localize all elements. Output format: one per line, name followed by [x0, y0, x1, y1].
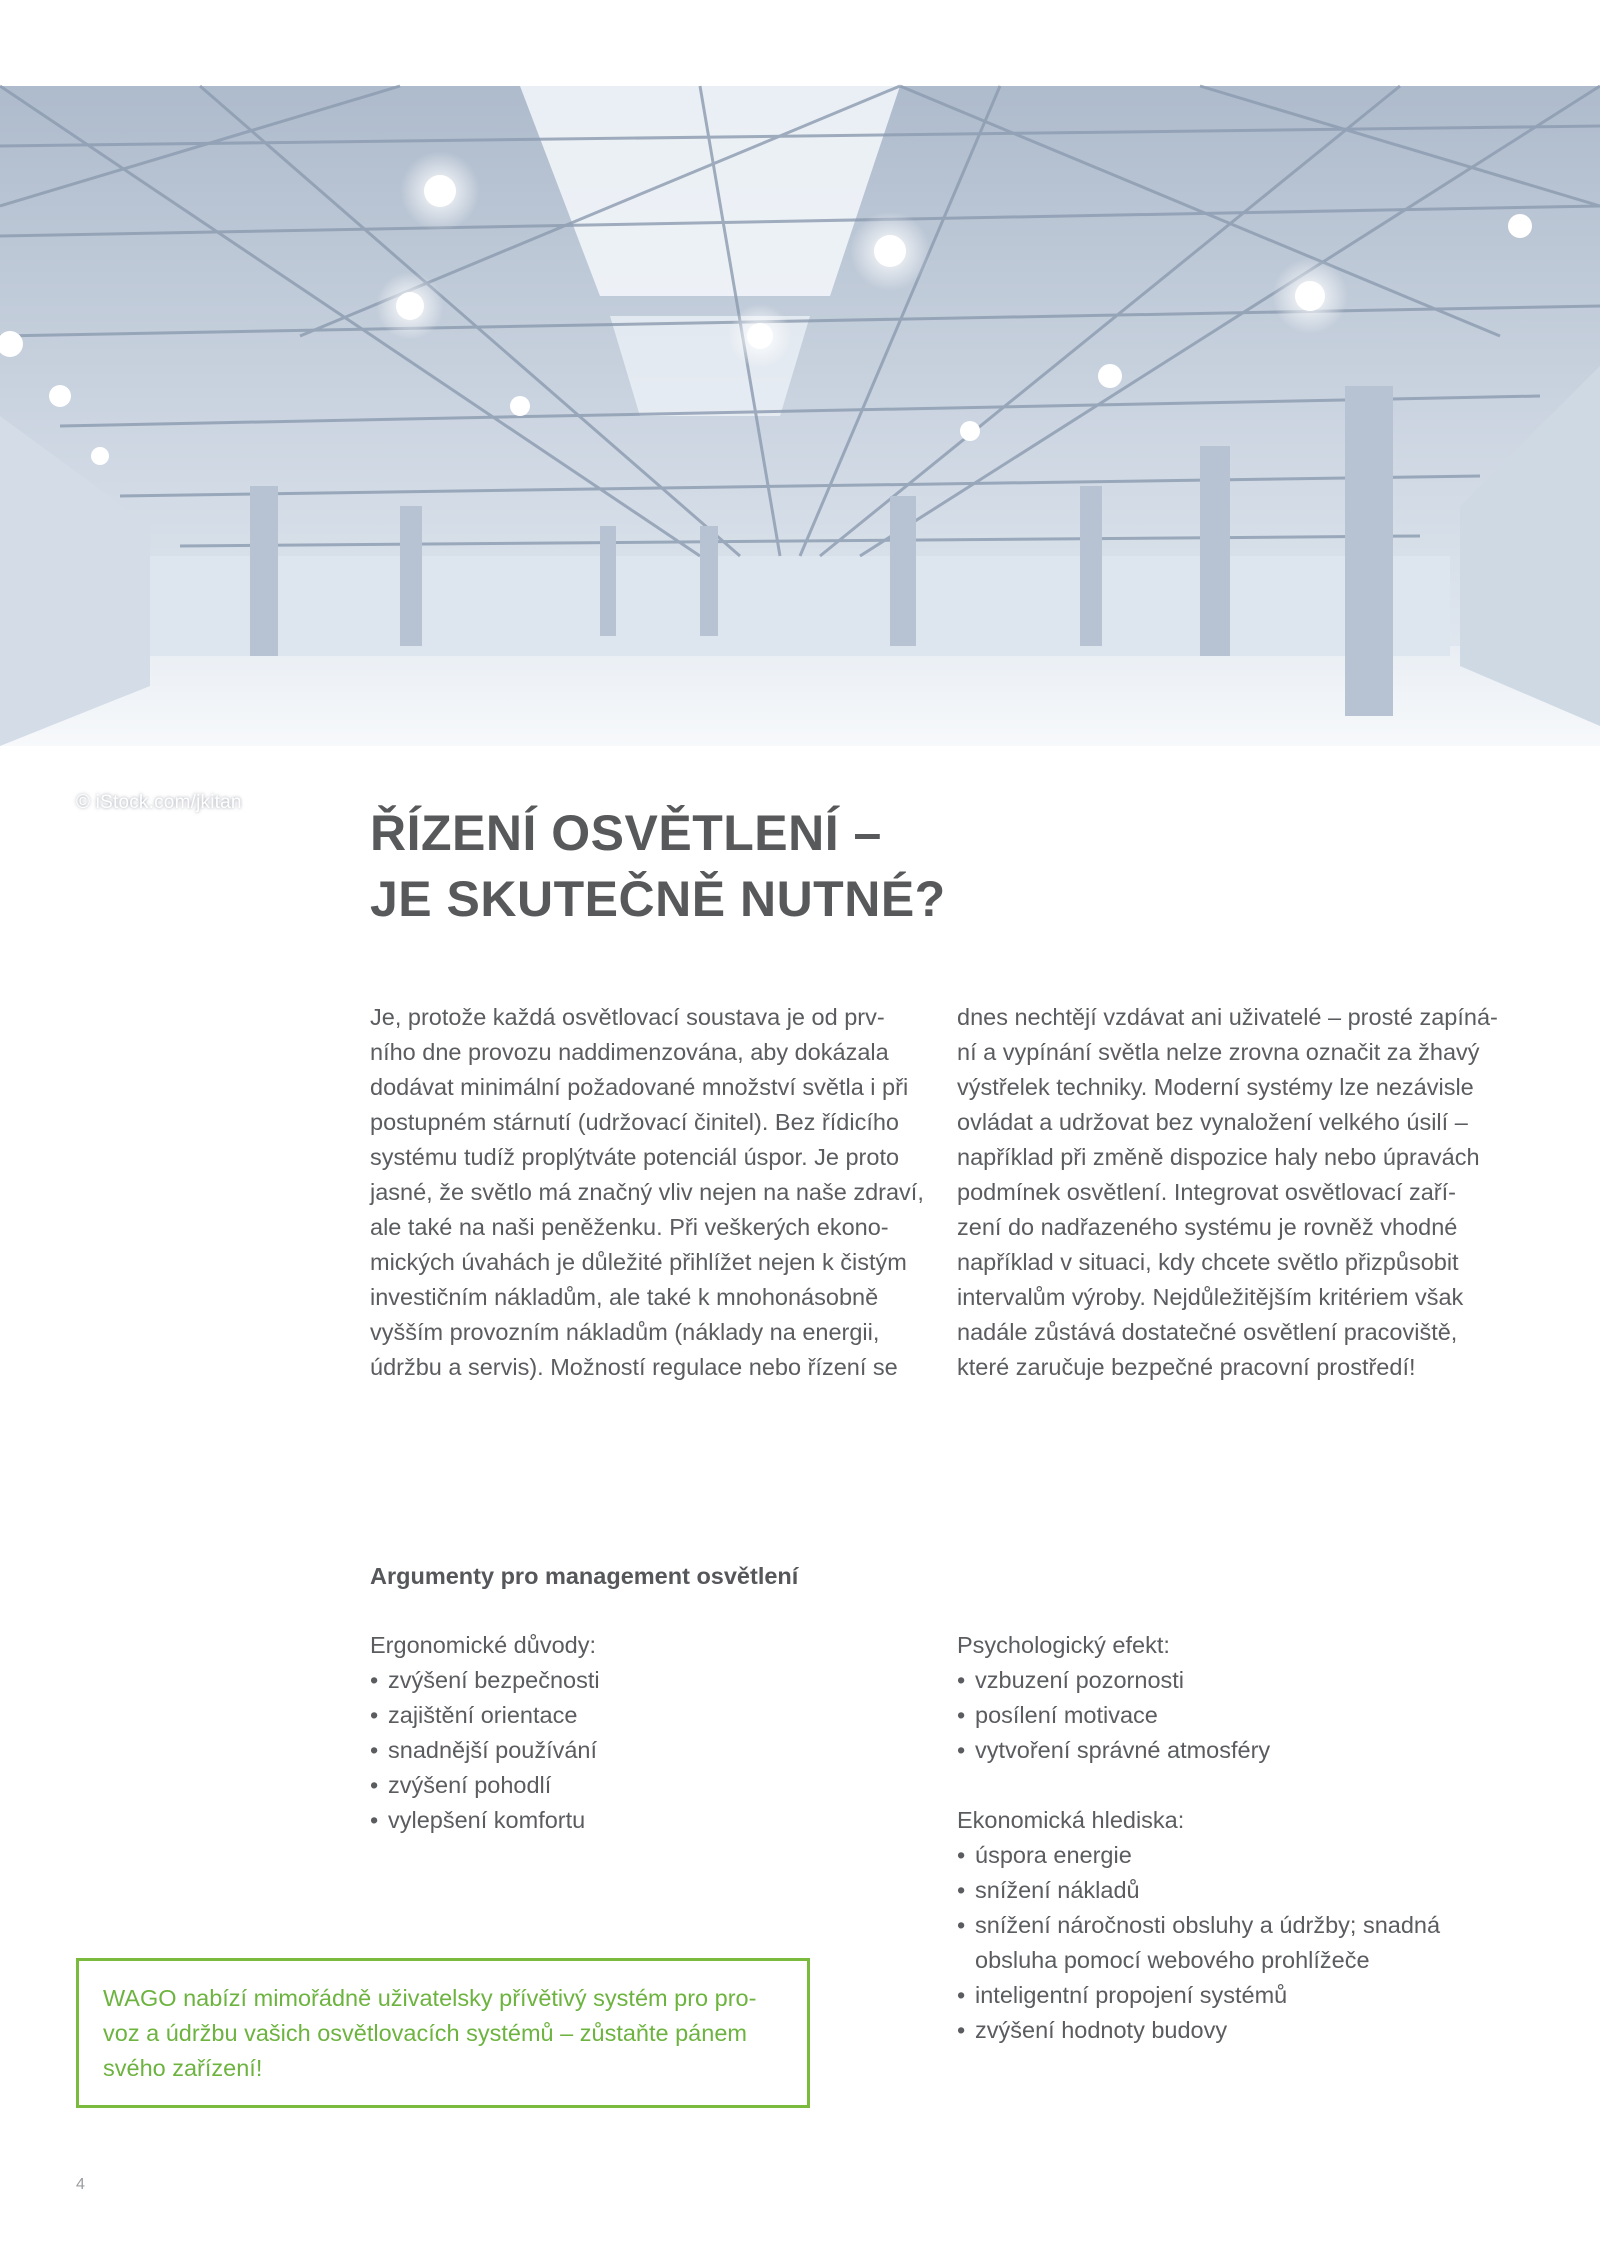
- list-item: • snížení náročnosti obsluhy a údržby; snadná: [957, 1908, 1537, 1943]
- body-line: dnes nechtějí vzdávat ani uživatelé – prosté zapíná-: [957, 1004, 1498, 1030]
- body-line: ní a vypínání světla nelze zrovna označit za žhavý: [957, 1039, 1480, 1065]
- list-item: • zvýšení hodnoty budovy: [957, 2013, 1537, 2048]
- list-item: • snadnější používání: [370, 1733, 600, 1768]
- body-line: dodávat minimální požadované množství světla i při: [370, 1074, 909, 1100]
- bullet-list: [957, 1663, 1537, 1768]
- bullet-list: [370, 1663, 600, 1838]
- body-line: výstřelek techniky. Moderní systémy lze nezávisle: [957, 1074, 1474, 1100]
- hero-image: [0, 86, 1600, 813]
- callout-line: WAGO nabízí mimořádně uživatelsky přívětivý systém pro pro-: [103, 1985, 757, 2011]
- arguments-heading: Argumenty pro management osvětlení: [370, 1563, 799, 1589]
- body-column-right: [957, 1000, 1537, 1385]
- page-number: 4: [76, 2176, 85, 2193]
- body-line: systému tudíž proplýtváte potenciál úspor. Je proto: [370, 1144, 900, 1170]
- body-line: nadále zůstává dostatečné osvětlení pracoviště,: [957, 1319, 1458, 1345]
- list-item: • inteligentní propojení systémů: [957, 1978, 1537, 2013]
- group-title: Ergonomické důvody:: [370, 1632, 596, 1658]
- body-line: například v situaci, kdy chcete světlo přizpůsobit: [957, 1249, 1459, 1275]
- ergonomic-reasons: [370, 1628, 600, 1838]
- body-line: Je, protože každá osvětlovací soustava je od prv-: [370, 1004, 885, 1030]
- image-credit: © iStock.com/jkitan: [76, 792, 242, 813]
- list-item-continuation: obsluha pomocí webového prohlížeče: [975, 1947, 1370, 1973]
- body-line: postupném stárnutí (udržovací činitel). Bez řídicího: [370, 1109, 899, 1135]
- body-line: jasné, že světlo má značný vliv nejen na naše zdraví,: [370, 1179, 924, 1205]
- body-line: ale také na naši peněženku. Při veškerých ekono-: [370, 1214, 889, 1240]
- body-line: například při změně dispozice haly nebo úpravách: [957, 1144, 1480, 1170]
- group-title: Ekonomická hlediska:: [957, 1807, 1185, 1833]
- list-item: • zvýšení pohodlí: [370, 1768, 600, 1803]
- warehouse-hall-photo: [0, 86, 1600, 746]
- body-line: údržbu a servis). Možností regulace nebo řízení se: [370, 1354, 898, 1380]
- callout-line: voz a údržbu vašich osvětlovacích systémů – zůstaňte pánem: [103, 2020, 747, 2046]
- callout-line: svého zařízení!: [103, 2055, 263, 2081]
- list-item: • posílení motivace: [957, 1698, 1537, 1733]
- body-line: mických úvahách je důležité přihlížet nejen k čistým: [370, 1249, 907, 1275]
- body-line: intervalům výroby. Nejdůležitějším kritériem však: [957, 1284, 1464, 1310]
- economic-aspects: [957, 1803, 1537, 2048]
- title-line: ŘÍZENÍ OSVĚTLENÍ –: [370, 805, 882, 861]
- body-line: ního dne provozu naddimenzována, aby dokázala: [370, 1039, 889, 1065]
- list-item: • vylepšení komfortu: [370, 1803, 600, 1838]
- psychological-effect: [957, 1628, 1537, 1768]
- list-item: • snížení nákladů: [957, 1873, 1537, 1908]
- page-title: [370, 800, 946, 932]
- list-item: • zvýšení bezpečnosti: [370, 1663, 600, 1698]
- body-line: podmínek osvětlení. Integrovat osvětlovací zaří-: [957, 1179, 1456, 1205]
- body-line: investičním nákladům, ale také k mnohonásobně: [370, 1284, 879, 1310]
- wago-callout-box: [76, 1958, 810, 2108]
- body-line: zení do nadřazeného systému je rovněž vhodné: [957, 1214, 1458, 1240]
- group-title: Psychologický efekt:: [957, 1632, 1170, 1658]
- body-line: které zaručuje bezpečné pracovní prostředí!: [957, 1354, 1416, 1380]
- body-line: vyšším provozním nákladům (náklady na energii,: [370, 1319, 880, 1345]
- body-line: ovládat a udržovat bez vynaložení velkého úsilí –: [957, 1109, 1468, 1135]
- list-item: • zajištění orientace: [370, 1698, 600, 1733]
- body-column-left: [370, 1000, 930, 1385]
- list-item: • úspora energie: [957, 1838, 1537, 1873]
- list-item: • vzbuzení pozornosti: [957, 1663, 1537, 1698]
- bullet-list: [957, 1838, 1537, 2048]
- list-item: • vytvoření správné atmosféry: [957, 1733, 1537, 1768]
- title-line: JE SKUTEČNĚ NUTNÉ?: [370, 871, 946, 927]
